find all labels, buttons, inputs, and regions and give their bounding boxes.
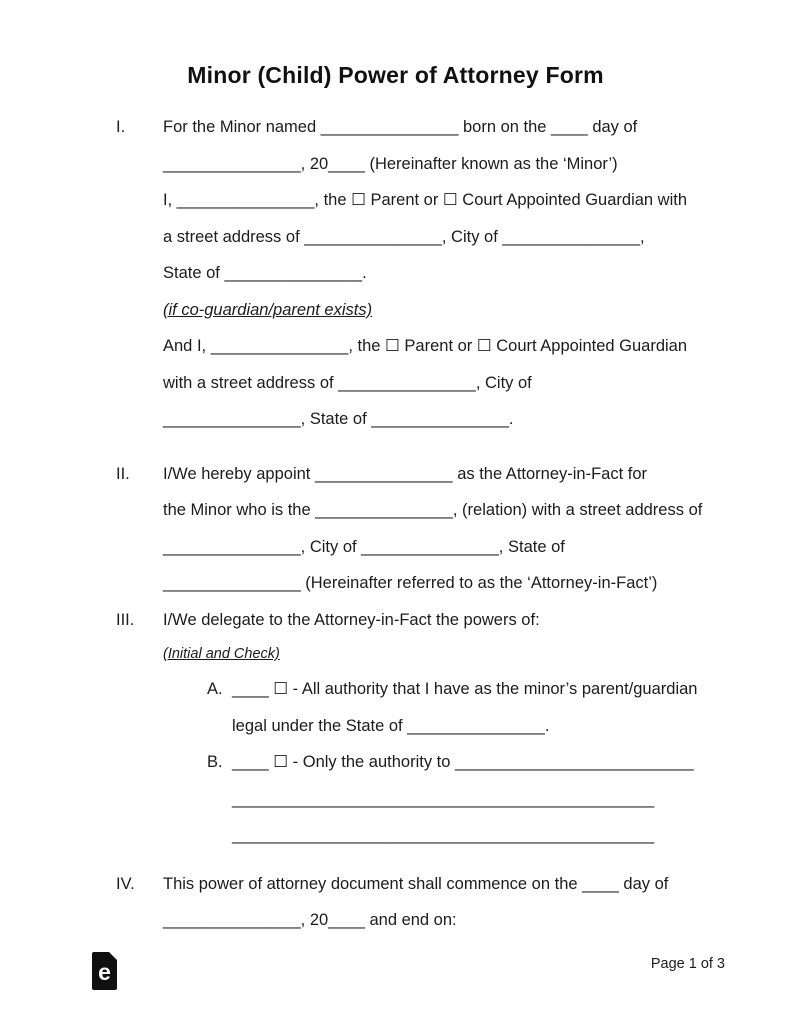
section-iii: [116, 602, 751, 854]
form-line: _______________, 20____ and end on:: [163, 911, 457, 929]
page-number: Page 1 of 3: [650, 956, 725, 972]
form-line: _______________, City of _______________, State of: [163, 537, 565, 556]
form-line: And I, _______________, the ☐ Parent or ☐ Court Appointed Guardian: [163, 337, 688, 355]
page-title: Minor (Child) Power of Attorney Form: [187, 62, 604, 88]
section-number: IV.: [116, 874, 135, 893]
option-label: B.: [207, 753, 223, 771]
form-line: I/We hereby appoint _______________ as the Attorney-in-Fact for: [163, 464, 648, 483]
section-number: II.: [116, 464, 130, 483]
form-line: State of _______________.: [163, 264, 367, 282]
option-a: [207, 671, 751, 744]
option-b: [207, 744, 751, 854]
form-line: _______________, 20____ (Hereinafter known as the ‘Minor’): [163, 154, 618, 173]
form-line: the Minor who is the _______________, (relation) with a street address of: [163, 501, 703, 519]
blank-line: ______________________________________________: [232, 826, 655, 844]
form-line: _______________, State of _______________.: [163, 410, 514, 428]
section-i: [116, 109, 751, 438]
initial-check-note: (Initial and Check): [163, 646, 280, 662]
section-iv: [116, 866, 751, 939]
section-content: [163, 602, 751, 854]
form-line: _______________ (Hereinafter referred to as the ‘Attorney-in-Fact’): [163, 574, 658, 592]
power-options: [207, 671, 751, 854]
form-line: ____ ☐ - Only the authority to __________________________: [232, 753, 694, 771]
section-content: [163, 109, 751, 438]
logo-letter: e: [98, 959, 111, 985]
form-line: ____ ☐ - All authority that I have as the minor’s parent/guardian: [232, 680, 698, 698]
option-content: [232, 744, 751, 854]
form-body: [0, 109, 791, 939]
section-ii: [116, 456, 751, 602]
form-line: This power of attorney document shall commence on the ____ day of: [163, 874, 669, 893]
section-number: I.: [116, 118, 126, 136]
form-line: I, _______________, the ☐ Parent or ☐ Court Appointed Guardian with: [163, 191, 688, 209]
section-content: [163, 866, 751, 939]
option-content: [232, 671, 751, 744]
blank-line: ______________________________________________: [232, 789, 655, 808]
option-label: A.: [207, 680, 223, 698]
form-line: legal under the State of _______________.: [232, 716, 550, 735]
section-content: [163, 456, 751, 602]
eforms-logo: [92, 952, 117, 990]
form-line: a street address of _______________, City of _______________,: [163, 227, 645, 246]
form-line: For the Minor named _______________ born on the ____ day of: [163, 118, 638, 136]
form-line: with a street address of _______________, City of: [163, 373, 532, 392]
form-line: I/We delegate to the Attorney-in-Fact the powers of:: [163, 610, 540, 629]
co-guardian-note: (if co-guardian/parent exists): [163, 300, 373, 319]
section-number: III.: [116, 610, 135, 629]
